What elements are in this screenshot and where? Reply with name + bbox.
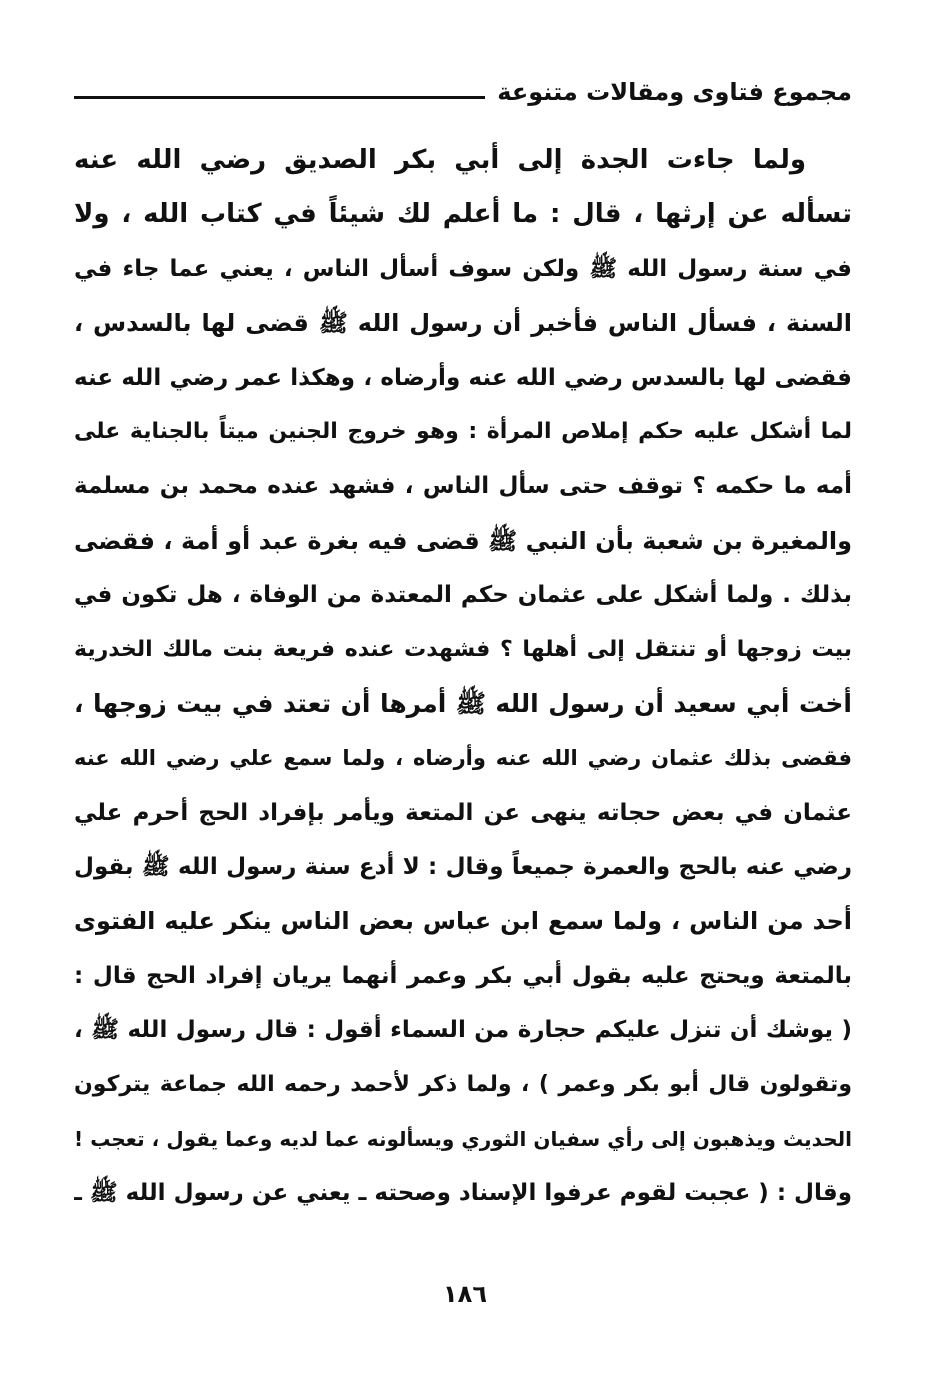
page-number: ١٨٦ xyxy=(443,1280,487,1308)
text-line: ( يوشك أن تنزل عليكم حجارة من السماء أقول : قال رسول الله ﷺ ، xyxy=(74,1017,852,1044)
text-line: وقال : ( عجبت لقوم عرفوا الإسناد وصحته ـ يعني عن رسول الله ﷺ ـ xyxy=(74,1180,852,1207)
text-line: أحد من الناس ، ولما سمع ابن عباس بعض الناس ينكر عليه الفتوى xyxy=(74,907,852,936)
body-text xyxy=(74,133,852,1223)
text-line: رضي عنه بالحج والعمرة جميعاً وقال : لا أدع سنة رسول الله ﷺ بقول xyxy=(74,854,852,881)
text-line: السنة ، فسأل الناس فأخبر أن رسول الله ﷺ قضى لها بالسدس ، xyxy=(74,309,852,338)
text-line: والمغيرة بن شعبة بأن النبي ﷺ قضى فيه بغرة عبد أو أمة ، فقضى xyxy=(74,526,852,555)
text-line: فقضى لها بالسدس رضي الله عنه وأرضاه ، وهكذا عمر رضي الله عنه xyxy=(74,364,852,391)
text-line: بيت زوجها أو تنتقل إلى أهلها ؟ فشهدت عنده فريعة بنت مالك الخدرية xyxy=(74,636,852,662)
header-title: مجموع فتاوى ومقالات متنوعة xyxy=(497,78,852,106)
text-line: فقضى بذلك عثمان رضي الله عنه وأرضاه ، ولما سمع علي رضي الله عنه xyxy=(74,746,852,771)
text-line: في سنة رسول الله ﷺ ولكن سوف أسأل الناس ، يعني عما جاء في xyxy=(74,255,852,282)
text-line: عثمان في بعض حجاته ينهى عن المتعة ويأمر بإفراد الحج أحرم علي xyxy=(74,799,852,826)
text-line: لما أشكل عليه حكم إملاص المرأة : وهو خروج الجنين ميتاً بالجناية على xyxy=(74,418,852,444)
text-line: أخت أبي سعيد أن رسول الله ﷺ أمرها أن تعتد في بيت زوجها ، xyxy=(74,688,852,718)
text-line: وتقولون قال أبو بكر وعمر ) ، ولما ذكر لأحمد رحمه الله جماعة يتركون xyxy=(74,1071,852,1097)
text-line: الحديث ويذهبون إلى رأي سفيان الثوري ويسألونه عما لديه وعما يقول ، تعجب ! xyxy=(74,1127,852,1152)
header-rule xyxy=(74,96,485,99)
text-line: تسأله عن إرثها ، قال : ما أعلم لك شيئاً في كتاب الله ، ولا xyxy=(74,199,852,230)
text-line: بذلك . ولما أشكل على عثمان حكم المعتدة من الوفاة ، هل تكون في xyxy=(74,582,852,609)
text-line: بالمتعة ويحتج عليه بقول أبي بكر وعمر أنهما يريان إفراد الحج قال : xyxy=(74,962,852,989)
running-header xyxy=(74,72,852,112)
text-line: ولما جاءت الجدة إلى أبي بكر الصديق رضي الله عنه xyxy=(74,145,806,175)
text-line: أمه ما حكمه ؟ توقف حتى سأل الناس ، فشهد عنده محمد بن مسلمة xyxy=(74,473,852,500)
